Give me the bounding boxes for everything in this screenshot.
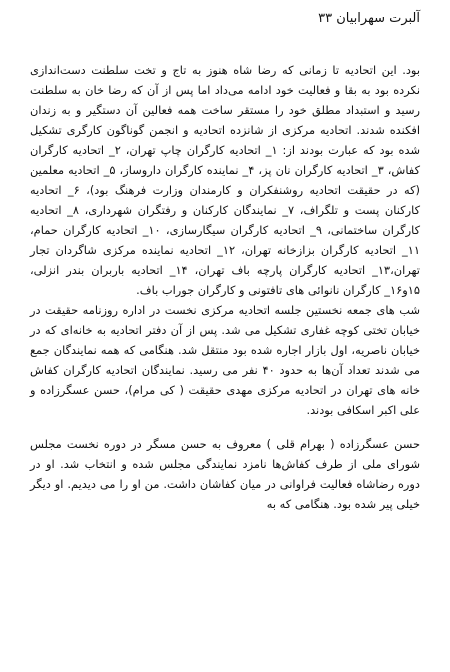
paragraph: بود. این اتحادیه تا زمانی که رضا شاه هنوز به تاج و تخت سلطنت دست‌اندازی نکرده بود به بقا و فعالیت خود ادامه می‌داد اما پس از آن که رضا خان به سلطنت رسید و استبداد مطلق خود را مستقر ساخت همه فعالین آن دستگیر و به زندان افکنده شدند. اتحادیه مرکزی از شانزده اتحادیه و انجمن گوناگون کارگری تشکیل شده بود که عبارت بودند از: ۱_ اتحادیه کارگران چاپ تهران، ۲_ اتحادیه کارگران کفاش، ۳_ اتحادیه کارگران نان پز، ۴_ نماینده کارگران داروساز، ۵_ اتحادیه معلمین (که در حقیقت اتحادیه روشنفکران و کارمندان وزارت فرهنگ بود)، ۶_ اتحادیه کارکنان پست و تلگراف، ۷_ نمایندگان کارکنان و رفتگران شهرداری، ۸_ اتحادیه کارگران ساختمانی، ۹_ اتحادیه کارگران سیگارسازی، ۱۰_ اتحادیه کارگران حمام، ۱۱_ اتحادیه کارگران بزازخانه تهران، ۱۲_ اتحادیه نماینده مرکزی شاگردان تجار تهران،۱۳_ اتحادیه کارگران پارچه باف تهران، ۱۴_ اتحادیه باربران بندر انزلی، ۱۵و۱۶_ کارگران نانوائی های تافتونی و کارگران جوراب باف. [30, 63, 421, 297]
body-text [30, 60, 420, 514]
paragraph: حسن عسگرزاده ( بهرام قلی ) معروف به حسن مسگر در دوره نخست مجلس شورای ملی از طرف کفاش‌ها نامزد نمایندگی مجلس شده و انتخاب شد. او در دوره رضاشاه فعالیت فراوانی در میان کفاشان داشت. من او را می دیدیم. او دیگر خیلی پیر شده بود. هنگامی که به [30, 437, 420, 511]
paragraph-gap [30, 420, 420, 434]
running-header: آلبرت سهرابیان ۳۳ [318, 11, 420, 26]
paragraph: شب های جمعه نخستین جلسه اتحادیه مرکزی نخست در اداره روزنامه حقیقت در خیابان تختی کوچه غفاری تشکیل می شد. پس از آن دفتر اتحادیه به خانه‌ای که در خیابان ناصریه، اول بازار اجاره شده بود منتقل شد. هنگامی که همه نمایندگان جمع می شدند تعداد آن‌ها به حدود ۴۰ نفر می رسید. نمایندگان اتحادیه کارگران کفاش خانه های تهران در اتحادیه مرکزی مهدی حقیقت ( کی مرام)، حسن عسگرزاده و علی اکبر اسکافی بودند. [30, 303, 420, 417]
